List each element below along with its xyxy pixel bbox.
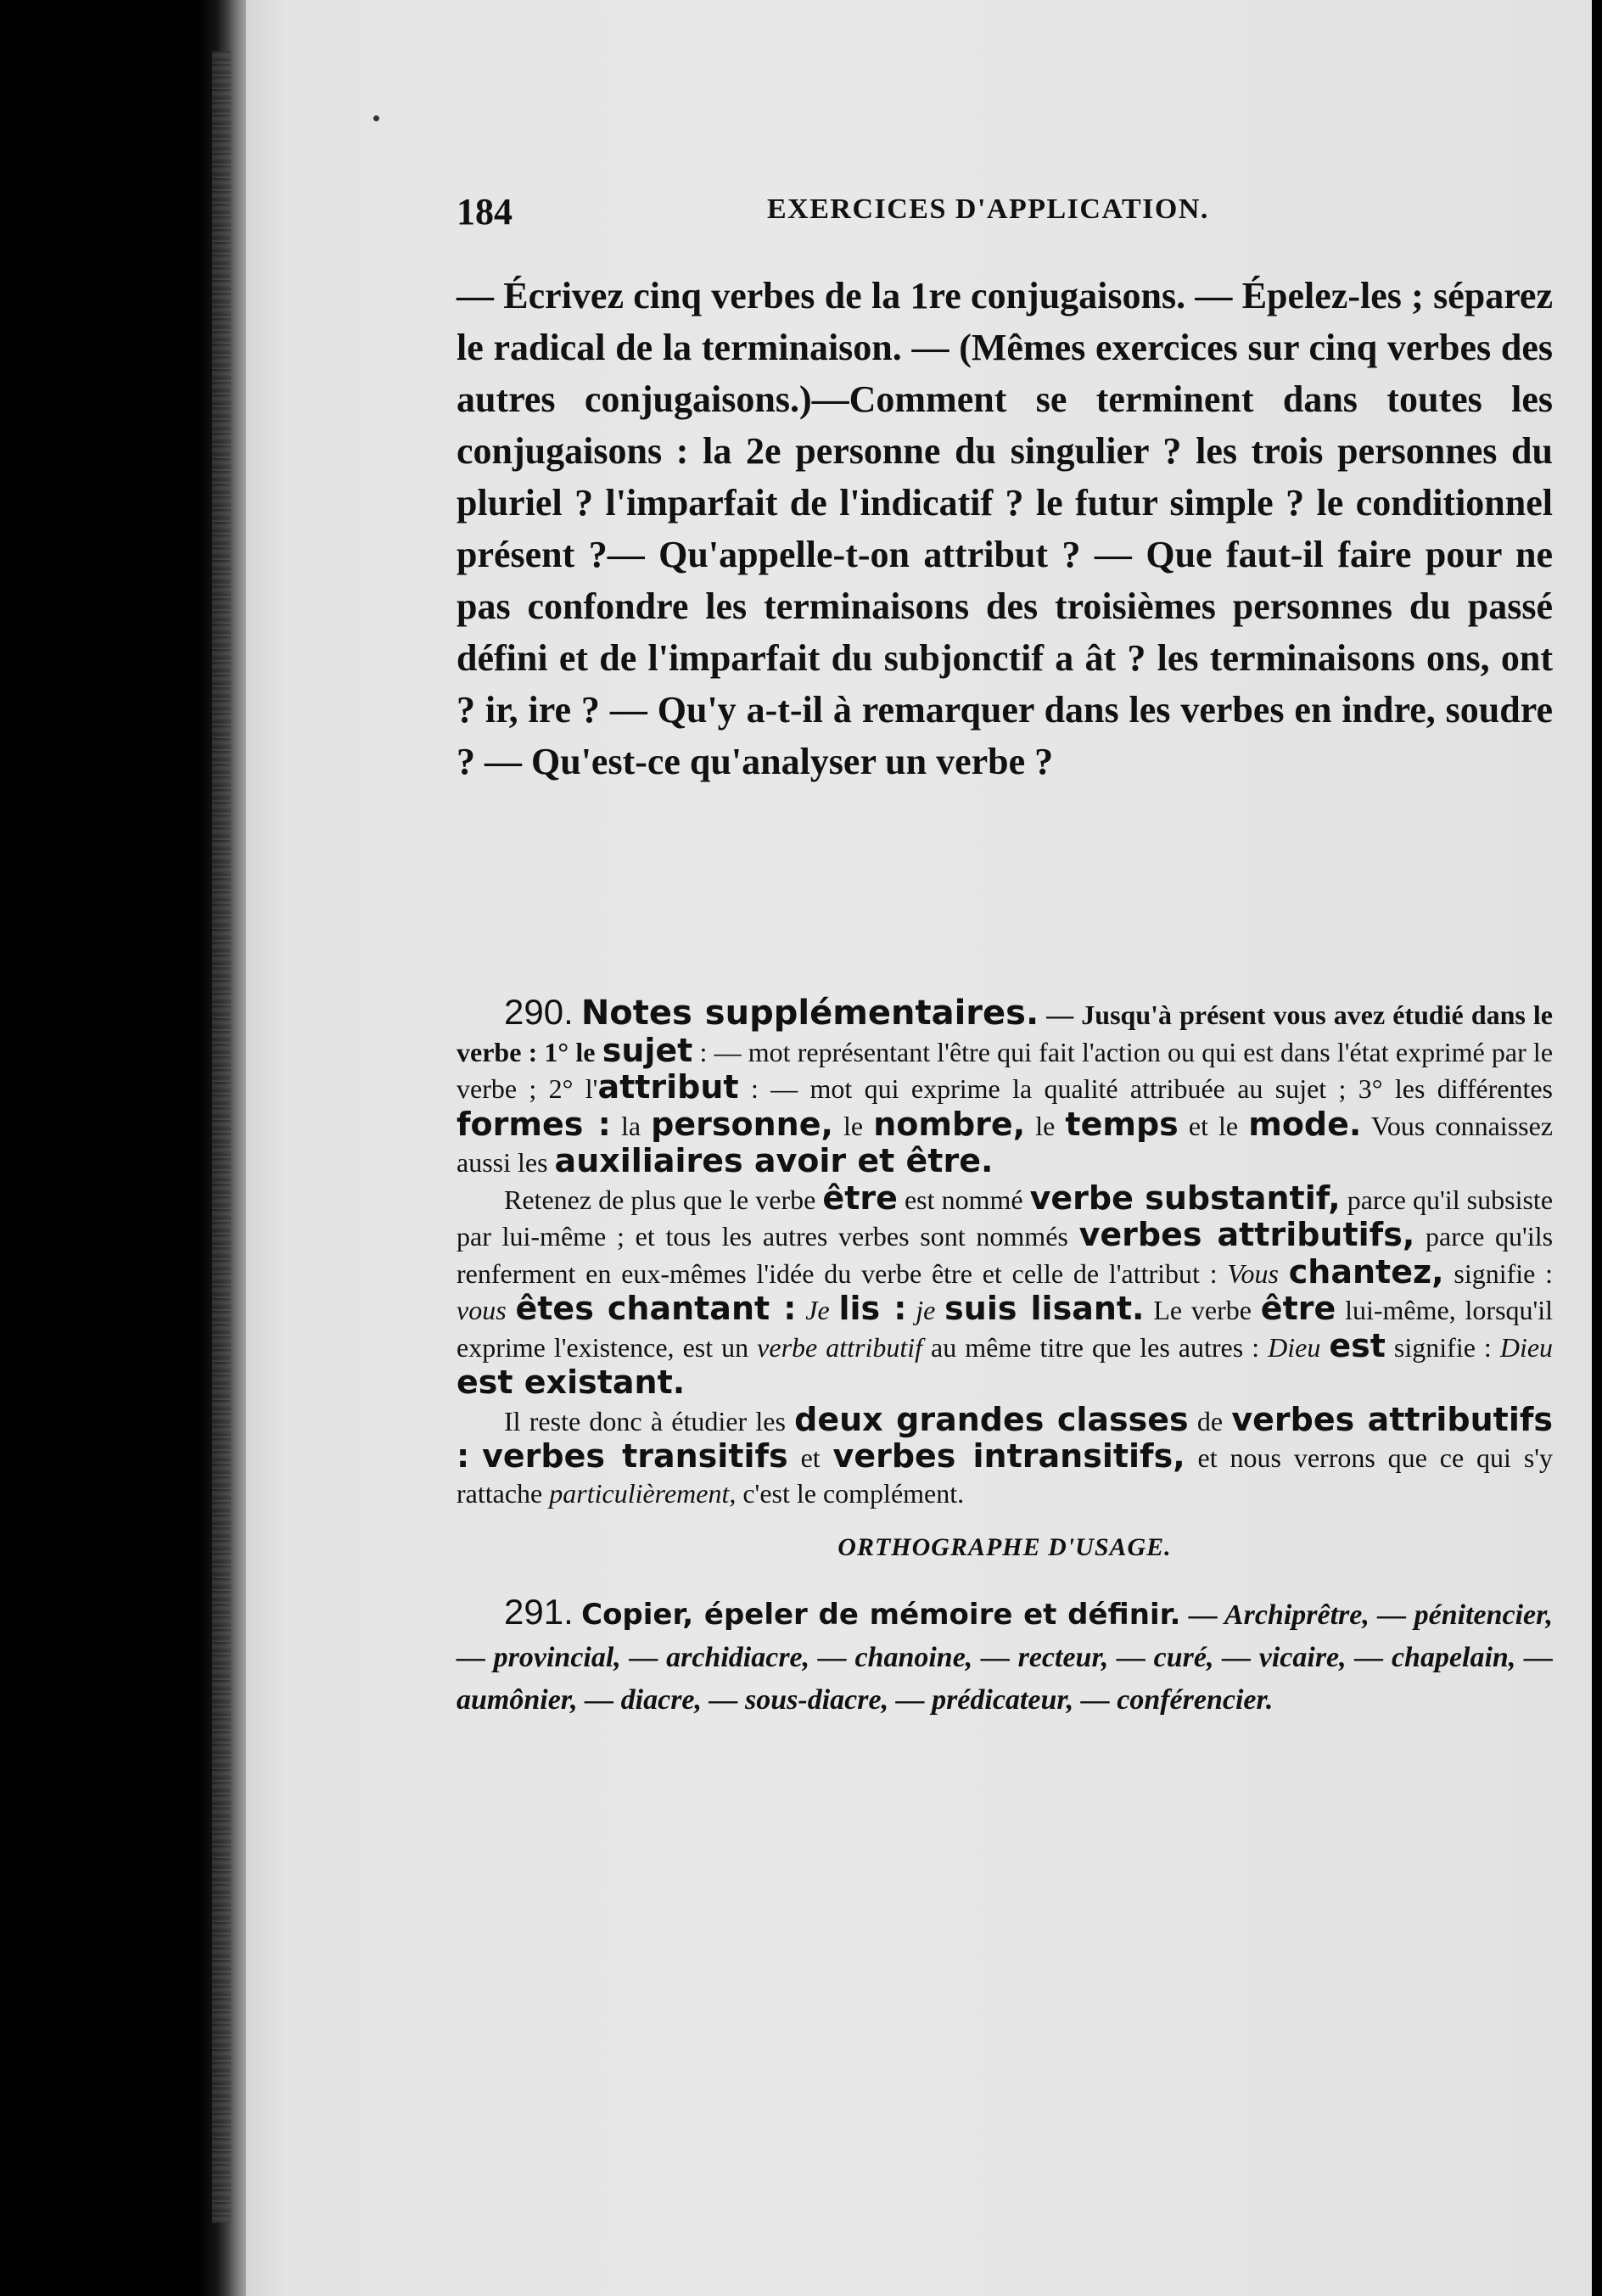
keyword: verbes attributifs, bbox=[1078, 1216, 1415, 1253]
page-header bbox=[457, 190, 1560, 241]
keyword: attribut bbox=[597, 1068, 739, 1106]
running-title: EXERCICES D'APPLICATION. bbox=[767, 193, 1209, 225]
exercise-questions: — Écrivez cinq verbes de la 1re conjugaisons. — Épelez-les ; séparez le radical de la terminaison. — (Mêmes exercices sur cinq verbes des autres conjugaisons.)—Comment se terminent dans toutes les conjugaisons : la 2e personne du singulier ? les trois personnes du pluriel ? l'imparfait de l'indicatif ? le futur simple ? le conditionnel présent ?— Qu'appelle-t-on attribut ? — Que faut-il faire pour ne pas confondre les terminaisons des troisièmes personnes du passé défini et de l'imparfait du subjonctif a ât ? les terminaisons ons, ont ? ir, ire ? — Qu'y a-t-il à remarquer dans les verbes en indre, soudre ? — Qu'est-ce qu'analyser un verbe ? bbox=[457, 275, 1553, 782]
keyword: nombre, bbox=[873, 1105, 1026, 1143]
section-number: 291. bbox=[504, 1592, 574, 1632]
keyword: verbes attributifs : bbox=[457, 1400, 1554, 1475]
vocabulary-words: — Archiprêtre, — pénitencier, — provincial, — archidiacre, — chanoine, — recteur, — curé, — vicaire, — chapelain, — aumônier, — diacre, — sous-diacre, — prédicateur, — conférencier. bbox=[457, 1599, 1553, 1716]
keyword: verbes transitifs bbox=[482, 1437, 788, 1475]
keyword: suis lisant. bbox=[944, 1290, 1145, 1327]
keyword: formes : bbox=[457, 1105, 611, 1143]
keyword: temps bbox=[1065, 1105, 1179, 1143]
keyword: sujet bbox=[602, 1031, 693, 1069]
keyword: personne, bbox=[651, 1105, 833, 1143]
keyword: êtes chantant : bbox=[515, 1290, 797, 1327]
keyword: deux grandes classes bbox=[794, 1400, 1189, 1438]
vocabulary-exercise bbox=[457, 1591, 1553, 1722]
keyword: lis : bbox=[838, 1290, 907, 1327]
keyword: être bbox=[822, 1179, 898, 1217]
page-number: 184 bbox=[457, 191, 513, 232]
keyword: est bbox=[1329, 1326, 1386, 1364]
keyword: verbes intransitifs, bbox=[832, 1437, 1185, 1475]
keyword: mode. bbox=[1248, 1105, 1362, 1143]
section-title: Copier, épeler de mémoire et définir. bbox=[581, 1598, 1181, 1632]
notes-supplementaires-paragraph: 290. Notes supplémentaires. — Jusqu'à présent vous avez étudié dans le verbe : 1° le sujet : — mot représentant l'être qui fait l'action ou qui est dans l'état exprimé par le verbe ; 2° l'attribut : — mot qui exprime la qualité attribuée au sujet ; 3° les différentes formes : la personne, le nombre, le temps et le mode. Vous connaissez aussi les auxiliaires avoir et être. Retenez de plus que le verbe être est nommé verbe substantif, parce qu'il subsiste par lui-même ; et tous les autres verbes sont nommés verbes attributifs, parce qu'ils renferment en eux-mêmes l'idée du verbe être et celle de l'attribut : Vous chantez, signifie : vous êtes chantant : Je lis : je suis lisant. Le verbe être lui-même, lorsqu'il exprime l'existence, est un verbe attributif au même titre que les autres : Dieu est signifie : Dieu est existant. Il reste donc à étudier les deux grandes classes de verbes attributifs : verbes transitifs et verbes intransitifs, et nous verrons que ce qui s'y rattache particulièrement, c'est le complément. bbox=[457, 992, 1554, 1509]
scan-border bbox=[1592, 0, 1602, 2296]
orthographe-heading: ORTHOGRAPHE D'USAGE. bbox=[837, 1533, 1172, 1561]
keyword: verbe substantif, bbox=[1029, 1179, 1341, 1217]
keyword: être bbox=[1260, 1290, 1336, 1327]
keyword: chantez, bbox=[1288, 1252, 1444, 1291]
keyword: est existant. bbox=[457, 1364, 686, 1401]
scan-speck bbox=[373, 115, 379, 121]
binding-edge bbox=[212, 51, 231, 2223]
section-title: Notes supplémentaires. bbox=[580, 994, 1039, 1033]
keyword: auxiliaires avoir et être. bbox=[554, 1142, 994, 1179]
section-number: 290. bbox=[504, 992, 574, 1032]
